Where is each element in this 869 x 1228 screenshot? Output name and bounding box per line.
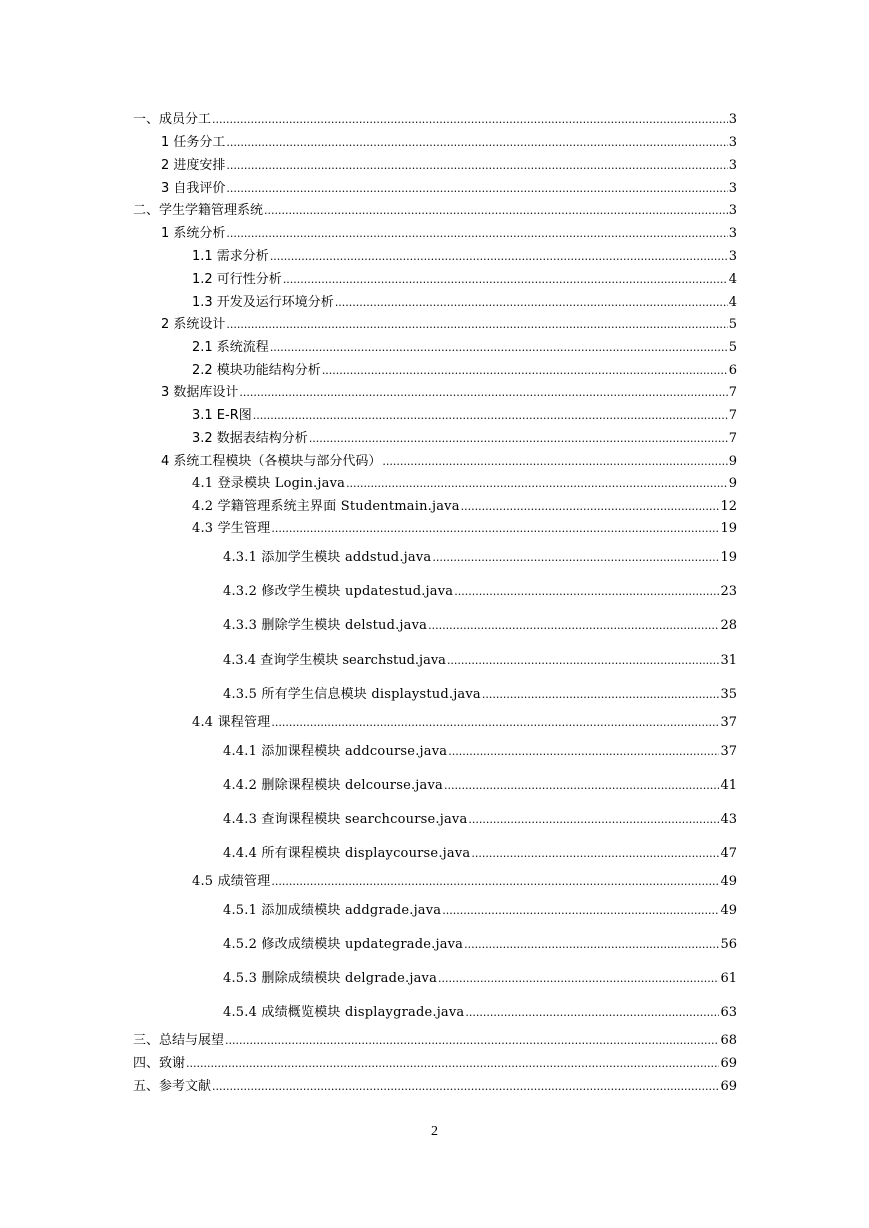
- toc-entry: [192, 336, 737, 355]
- toc-entry-title: 3.1 E-R图: [192, 408, 252, 423]
- toc-entry: [192, 517, 737, 536]
- toc-entry: [133, 108, 737, 127]
- toc-entry-title: 1.2 可行性分析: [192, 272, 282, 287]
- toc-entry: [223, 774, 737, 793]
- toc-leader: [335, 296, 728, 309]
- toc-entry-title: 4.4.4 所有课程模块 displaycourse.java: [223, 846, 471, 861]
- toc-leader: [226, 136, 727, 149]
- toc-leader: [438, 972, 719, 985]
- toc-entry: [192, 268, 737, 287]
- toc-entry-title: 2.2 模块功能结构分析: [192, 363, 321, 378]
- toc-entry: [133, 1075, 737, 1094]
- toc-entry: [192, 870, 737, 889]
- toc-leader: [270, 250, 728, 263]
- page-number: 2: [431, 1124, 438, 1139]
- toc-entry-page: 9: [728, 454, 737, 469]
- toc-entry-page: 3: [728, 112, 737, 127]
- toc-entry-title: 1.3 开发及运行环境分析: [192, 295, 334, 310]
- toc-entry-title: 三、总结与展望: [133, 1033, 225, 1048]
- toc-entry: [161, 313, 737, 332]
- toc-leader: [225, 1034, 719, 1047]
- toc-entry: [223, 842, 737, 861]
- toc-entry-title: 4.3.4 查询学生模块 searchstud.java: [223, 653, 446, 668]
- toc-leader: [322, 364, 728, 377]
- toc-leader: [442, 904, 719, 917]
- toc-leader: [212, 1080, 719, 1093]
- toc-entry-title: 一、成员分工: [133, 112, 212, 127]
- toc-entry-page: 69: [720, 1056, 737, 1071]
- toc-entry-page: 3: [728, 249, 737, 264]
- toc-leader: [283, 273, 728, 286]
- toc-leader: [253, 409, 728, 422]
- toc-entry-page: 4: [728, 295, 737, 310]
- toc-entry: [223, 614, 737, 633]
- toc-entry-page: 56: [720, 937, 737, 952]
- toc-entry-page: 6: [728, 363, 737, 378]
- toc-entry-title: 4.3.1 添加学生模块 addstud.java: [223, 550, 432, 565]
- toc-entry-title: 五、参考文献: [133, 1079, 212, 1094]
- toc-leader: [271, 875, 719, 888]
- toc-entry-page: 4: [728, 272, 737, 287]
- toc-entry-title: 4.5.3 删除成绩模块 delgrade.java: [223, 971, 438, 986]
- toc-entry-page: 7: [728, 408, 737, 423]
- toc-entry: [161, 131, 737, 150]
- toc-entry-title: 4.5.2 修改成绩模块 updategrade.java: [223, 937, 464, 952]
- toc-leader: [454, 585, 719, 598]
- toc-leader: [444, 779, 719, 792]
- toc-entry-page: 35: [720, 687, 737, 702]
- toc-entry: [223, 546, 737, 565]
- toc-entry-title: 4.1 登录模块 Login.java: [192, 476, 346, 491]
- toc-leader: [432, 551, 719, 564]
- toc-entry: [192, 495, 737, 514]
- toc-entry-title: 2 系统设计: [161, 317, 226, 332]
- toc-entry: [161, 154, 737, 173]
- toc-entry: [161, 450, 737, 469]
- toc-entry: [192, 359, 737, 378]
- toc-leader: [461, 500, 720, 513]
- toc-entry-page: 68: [720, 1033, 737, 1048]
- toc-entry-page: 19: [720, 550, 737, 565]
- toc-entry-page: 5: [728, 317, 737, 332]
- toc-entry: [223, 1001, 737, 1020]
- toc-leader: [465, 1006, 719, 1019]
- toc-entry-page: 5: [728, 340, 737, 355]
- toc-leader: [226, 182, 727, 195]
- toc-entry-title: 4.5.1 添加成绩模块 addgrade.java: [223, 903, 442, 918]
- toc-leader: [212, 113, 728, 126]
- toc-leader: [482, 688, 720, 701]
- toc-entry-title: 3 自我评价: [161, 181, 226, 196]
- toc-entry-page: 3: [728, 181, 737, 196]
- toc-leader: [464, 938, 719, 951]
- toc-entry: [223, 899, 737, 918]
- toc-entry: [223, 933, 737, 952]
- toc-leader: [186, 1057, 719, 1070]
- toc-entry-page: 41: [720, 778, 737, 793]
- toc-entry-page: 49: [720, 903, 737, 918]
- toc-entry: [161, 222, 737, 241]
- toc-entry-page: 63: [720, 1005, 737, 1020]
- toc-entry-page: 3: [728, 226, 737, 241]
- toc-entry-page: 3: [728, 203, 737, 218]
- toc-entry-page: 3: [728, 158, 737, 173]
- toc-entry-title: 4.3.2 修改学生模块 updatestud.java: [223, 584, 454, 599]
- toc-entry-page: 37: [720, 744, 737, 759]
- toc-entry-title: 1 系统分析: [161, 226, 226, 241]
- toc-entry-page: 28: [720, 618, 737, 633]
- toc-entry: [192, 427, 737, 446]
- toc-entry: [161, 381, 737, 400]
- toc-entry-page: 7: [728, 385, 737, 400]
- toc-leader: [382, 455, 727, 468]
- toc-entry: [192, 245, 737, 264]
- toc-entry: [133, 1052, 737, 1071]
- toc-entry-page: 49: [720, 874, 737, 889]
- toc-entry-title: 4.3.3 删除学生模块 delstud.java: [223, 618, 428, 633]
- toc-entry-page: 23: [720, 584, 737, 599]
- toc-entry-title: 4.4 课程管理: [192, 715, 271, 730]
- toc-entry-page: 31: [720, 653, 737, 668]
- toc-entry-page: 3: [728, 135, 737, 150]
- toc-entry-page: 37: [720, 715, 737, 730]
- toc-entry-page: 69: [720, 1079, 737, 1094]
- toc-leader: [264, 204, 728, 217]
- toc-leader: [239, 386, 727, 399]
- toc-entry-title: 4.3 学生管理: [192, 521, 271, 536]
- toc-entry: [223, 649, 737, 668]
- toc-entry-page: 19: [720, 521, 737, 536]
- toc-leader: [447, 654, 720, 667]
- toc-entry-title: 4.3.5 所有学生信息模块 displaystud.java: [223, 687, 481, 702]
- toc-entry-title: 4.4.2 删除课程模块 delcourse.java: [223, 778, 443, 793]
- toc-entry: [133, 199, 737, 218]
- toc-leader: [226, 159, 727, 172]
- toc-entry-title: 四、致谢: [133, 1056, 186, 1071]
- toc-leader: [468, 813, 719, 826]
- toc-entry: [161, 177, 737, 196]
- toc-leader: [271, 522, 719, 535]
- toc-entry: [223, 683, 737, 702]
- toc-entry-page: 12: [720, 499, 737, 514]
- toc-entry: [192, 472, 737, 491]
- toc-entry: [223, 580, 737, 599]
- toc-entry: [223, 808, 737, 827]
- toc-entry: [133, 1029, 737, 1048]
- toc-leader: [270, 341, 728, 354]
- toc-entry: [192, 404, 737, 423]
- toc-entry-title: 4.2 学籍管理系统主界面 Studentmain.java: [192, 499, 460, 514]
- toc-entry-title: 二、学生学籍管理系统: [133, 203, 264, 218]
- toc-leader: [226, 227, 727, 240]
- toc-leader: [448, 745, 719, 758]
- toc-entry-title: 3.2 数据表结构分析: [192, 431, 308, 446]
- toc-leader: [428, 619, 719, 632]
- toc-entry: [223, 967, 737, 986]
- toc-entry-title: 1 任务分工: [161, 135, 226, 150]
- toc-entry-title: 4.4.1 添加课程模块 addcourse.java: [223, 744, 448, 759]
- toc-entry-page: 7: [728, 431, 737, 446]
- toc-leader: [471, 847, 719, 860]
- toc-entry: [192, 711, 737, 730]
- toc-entry-title: 4.4.3 查询课程模块 searchcourse.java: [223, 812, 468, 827]
- toc-leader: [346, 477, 728, 490]
- toc-entry: [223, 740, 737, 759]
- toc-entry-title: 2 进度安排: [161, 158, 226, 173]
- toc-leader: [226, 318, 727, 331]
- toc-entry-page: 47: [720, 846, 737, 861]
- toc-entry-page: 43: [720, 812, 737, 827]
- toc-entry: [192, 291, 737, 310]
- toc-entry-page: 9: [728, 476, 737, 491]
- toc-entry-title: 1.1 需求分析: [192, 249, 269, 264]
- toc-leader: [271, 716, 719, 729]
- toc-entry-title: 2.1 系统流程: [192, 340, 269, 355]
- toc-entry-title: 4.5 成绩管理: [192, 874, 271, 889]
- toc-entry-title: 4.5.4 成绩概览模块 displaygrade.java: [223, 1005, 465, 1020]
- toc-entry-title: 3 数据库设计: [161, 385, 239, 400]
- toc-entry-title: 4 系统工程模块（各模块与部分代码）: [161, 454, 382, 469]
- toc-leader: [309, 432, 728, 445]
- toc-entry-page: 61: [720, 971, 737, 986]
